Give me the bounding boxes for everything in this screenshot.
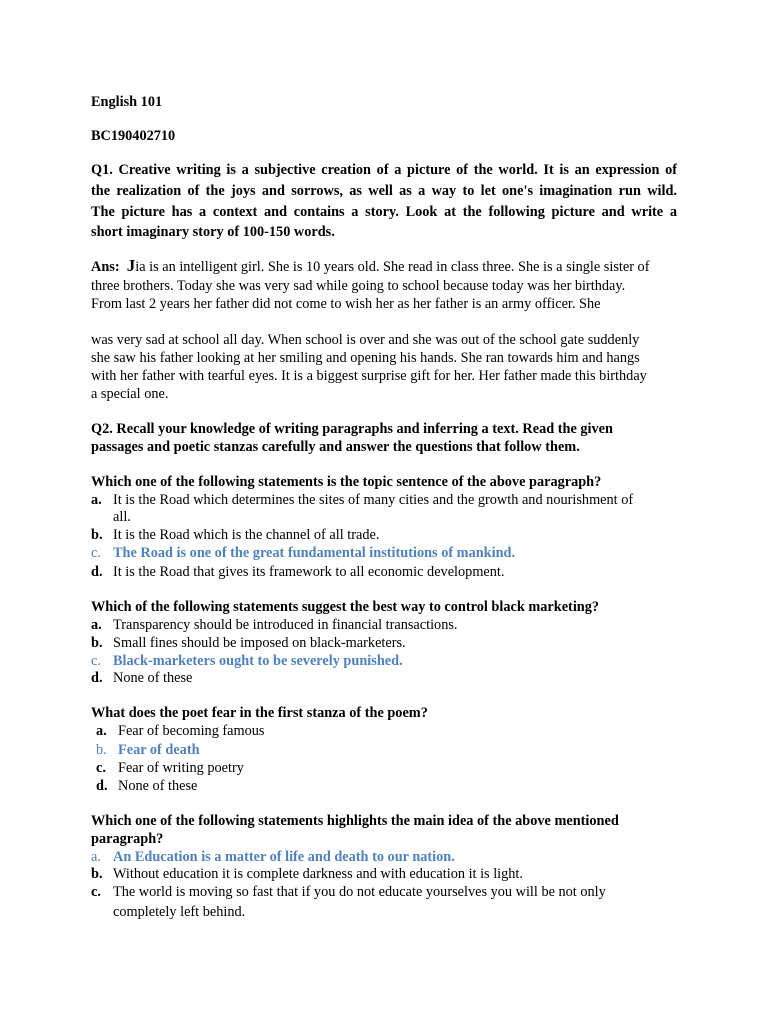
option-text-answer: Black-marketers ought to be severely punished. (113, 653, 403, 669)
question-1-line: Q1. Creative writing is a subjective creation of a picture of the world. It is an expression of (91, 162, 677, 178)
option-label: a. (96, 723, 107, 739)
mcq-4-question: Which one of the following statements highlights the main idea of the above mentioned (91, 813, 619, 829)
option-text-continued: all. (113, 509, 131, 525)
option-text-answer: The Road is one of the great fundamental institutions of mankind. (113, 545, 516, 561)
option-label: d. (96, 778, 108, 794)
option-label: b. (91, 866, 103, 882)
option-text: None of these (118, 778, 198, 794)
answer-first-line (91, 257, 649, 276)
question-1-line: short imaginary story of 100-150 words. (91, 224, 335, 240)
option-label: c. (91, 545, 101, 561)
answer-line: with her father with tearful eyes. It is a biggest surprise gift for her. Her father made this birthday (91, 368, 647, 384)
option-text: Fear of becoming famous (118, 723, 265, 739)
option-text: Without education it is complete darkness and with education it is light. (113, 866, 523, 882)
option-label: b. (96, 742, 107, 758)
answer-prefix: Ans: (91, 259, 120, 275)
option-label: b. (91, 635, 103, 651)
student-id: BC190402710 (91, 128, 176, 144)
option-text: Fear of writing poetry (118, 760, 244, 776)
question-2-line: passages and poetic stanzas carefully and answer the questions that follow them. (91, 439, 580, 455)
mcq-4-question: paragraph? (91, 831, 164, 847)
option-text-answer: Fear of death (118, 742, 200, 758)
mcq-3-question: What does the poet fear in the first stanza of the poem? (91, 705, 428, 721)
option-label: d. (91, 670, 103, 686)
option-text: Small fines should be imposed on black-marketers. (113, 635, 406, 651)
course-title: English 101 (91, 94, 163, 110)
question-1-line: the realization of the joys and sorrows, as well as a way to let one's imagination run wild. (91, 183, 677, 199)
option-text: It is the Road which is the channel of all trade. (113, 527, 380, 543)
option-text-continued: completely left behind. (113, 904, 246, 920)
question-1-line: The picture has a context and contains a story. Look at the following picture and write a (91, 204, 677, 220)
option-label: a. (91, 617, 102, 633)
option-label: b. (91, 527, 103, 543)
question-2-line: Q2. Recall your knowledge of writing paragraphs and inferring a text. Read the given (91, 421, 613, 437)
answer-line: she saw his father looking at her smiling and opening his hands. She ran towards him and hangs (91, 350, 640, 366)
option-text: It is the Road that gives its framework to all economic development. (113, 564, 505, 580)
option-label: a. (91, 492, 102, 508)
answer-line: three brothers. Today she was very sad while going to school because today was her birthday. (91, 278, 626, 294)
option-label: c. (96, 760, 106, 776)
option-text: The world is moving so fast that if you do not educate yourselves you will be not only (113, 884, 606, 900)
option-text: It is the Road which determines the sites of many cities and the growth and nourishment of (113, 492, 634, 508)
option-label: d. (91, 564, 103, 580)
answer-line: From last 2 years her father did not come to wish her as her father is an army officer. She (91, 296, 601, 312)
option-text: None of these (113, 670, 193, 686)
option-text: Transparency should be introduced in financial transactions. (113, 617, 458, 633)
option-label: c. (91, 884, 101, 900)
mcq-1-question: Which one of the following statements is the topic sentence of the above paragraph? (91, 474, 602, 490)
answer-initial: J (126, 256, 136, 275)
mcq-2-question: Which of the following statements suggest the best way to control black marketing? (91, 599, 600, 615)
answer-line: a special one. (91, 386, 169, 402)
option-text-answer: An Education is a matter of life and death to our nation. (113, 849, 455, 865)
answer-line: ia is an intelligent girl. She is 10 years old. She read in class three. She is a single sister of (135, 259, 650, 275)
answer-line: was very sad at school all day. When school is over and she was out of the school gate suddenly (91, 332, 640, 348)
option-label: a. (91, 849, 101, 865)
option-label: c. (91, 653, 101, 669)
